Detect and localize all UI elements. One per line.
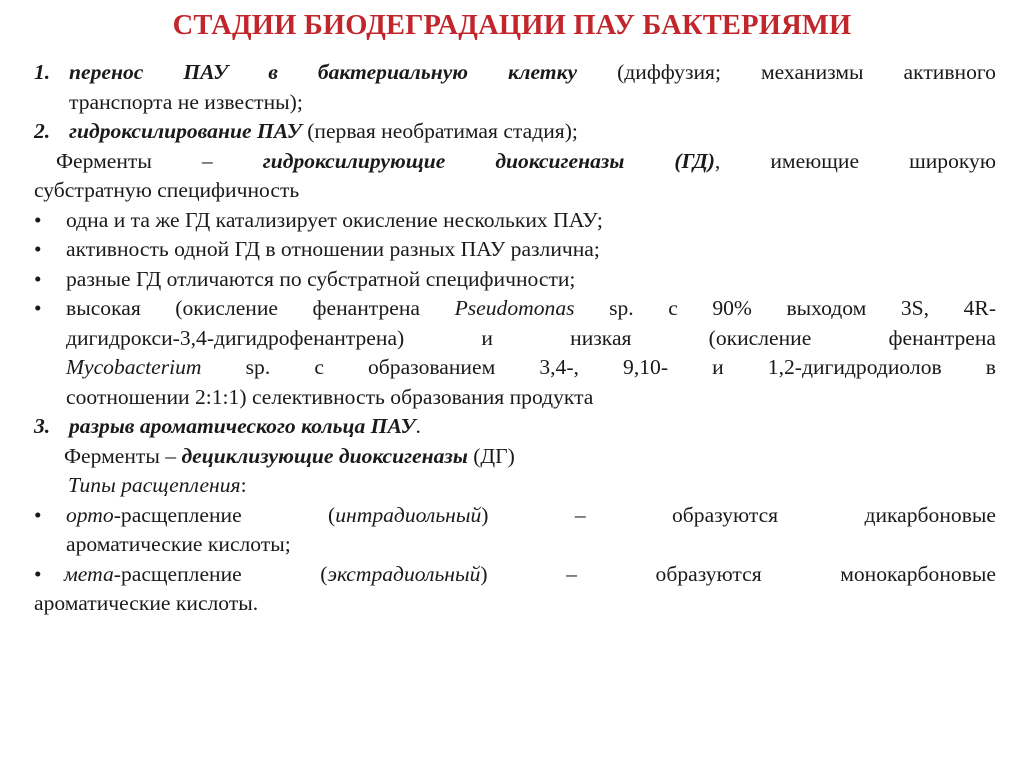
bullet-4-line2: дигидрокси-3,4-дигидрофенантрена) и низкая (окисление фенантрена (66, 325, 996, 350)
stage-3-title: разрыв ароматического кольца ПАУ (69, 414, 416, 438)
ortho-cleavage: • орто-расщепление (интрадиольный) – образуются дикарбоновые (34, 501, 996, 531)
bullet-4-line4: соотношении 2:1:1) селективность образования продукта (66, 384, 594, 409)
bullet-2: • активность одной ГД в отношении разных ПАУ различна; (34, 235, 996, 265)
ortho-cleavage-cont: ароматические кислоты; (66, 532, 291, 556)
stage-1: 1. перенос ПАУ в бактериальную клетку (диффузия; механизмы активного (34, 60, 996, 84)
bullet-1: • одна и та же ГД катализирует окисление нескольких ПАУ; (34, 206, 996, 236)
cleavage-types: Типы расщепления: (68, 473, 247, 497)
bullet-icon: • (34, 502, 42, 527)
meta-cleavage-cont: ароматические кислоты. (34, 591, 259, 615)
enzymes-dg: Ферменты – дециклизующие диоксигеназы (ДГ) (64, 443, 515, 468)
enzymes-gd-cont: субстратную специфичность (34, 178, 300, 202)
slide-title: СТАДИИ БИОДЕГРАДАЦИИ ПАУ БАКТЕРИЯМИ (172, 10, 852, 41)
bullet-icon: • (34, 207, 42, 232)
bullet-icon: • (34, 266, 42, 291)
stage-2: 2. гидроксилирование ПАУ (первая необратимая стадия); (34, 119, 578, 143)
bullet-4-line3: Mycobacterium sp. с образованием 3,4-, 9,10- и 1,2-дигидродиолов в (66, 355, 996, 379)
stage-3: 3. разрыв ароматического кольца ПАУ. (34, 414, 421, 438)
bullet-icon: • (34, 237, 42, 261)
bullet-3: • разные ГД отличаются по субстратной специфичности; (34, 265, 996, 295)
bullet-icon: • (34, 561, 42, 586)
stage-2-title: гидроксилирование ПАУ (69, 119, 302, 143)
slide-body (34, 58, 996, 619)
bullet-icon: • (34, 296, 42, 320)
stage-1-title: перенос ПАУ в бактериальную клетку (69, 60, 578, 84)
bullet-4: • высокая (окисление фенантрена Pseudomonas sp. с 90% выходом 3S, 4R- (34, 294, 996, 324)
enzymes-gd: Ферменты – гидроксилирующие диоксигеназы (ГД), имеющие широкую (56, 148, 996, 173)
stage-1-cont: транспорта не известны); (69, 89, 303, 114)
meta-cleavage: • мета-расщепление (экстрадиольный) – образуются монокарбоновые (34, 560, 996, 590)
